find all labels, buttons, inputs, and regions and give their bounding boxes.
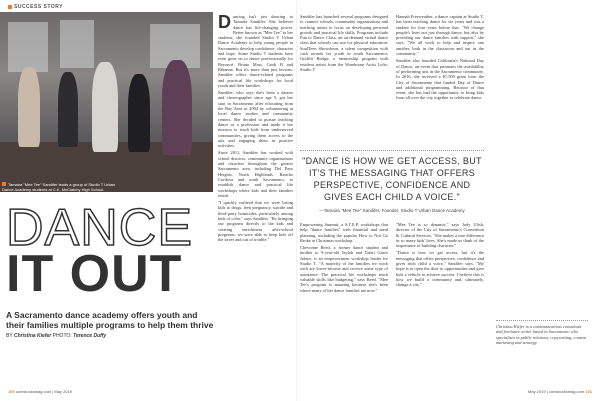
article-column-3-lower <box>396 222 484 290</box>
headline-line-1: DANCE <box>6 199 194 257</box>
hero-photo <box>0 12 213 192</box>
article-column-2 <box>300 14 388 74</box>
page-number: 101 <box>585 389 592 394</box>
paragraph: Hannah Freeweather, a dance captain at Studio T, has been teaching dance for six years and was a student for four years before that. "We change people's lives not just through dance, but also by providing our dance families with support," she says. "We all work to help and inspire one another, both in the classroom and out in the community." <box>396 14 484 57</box>
paragraph: Sandifer has launched several programs designed to connect schools, community organizations and teaching artists to focus on developing personal growth and practical life skills. Programs include Fun to Dance Class, an on-demand virtual dance class that schools can use for physical education; SoulTeen Showdown, a talent competition with cash awards for youth in south Sacramento; Graffiti Bridge, a mentorship program with resident artists from the Warehouse Artist Lofts; Studio T <box>300 14 388 72</box>
page-number: 100 <box>8 389 15 394</box>
paragraph: Sandifer, who says she's been a dancer and choreographer since age 5, got her start in Sacramento after relocating from the Bay Area in 2004 by volunteering at local dance studios and community centers. She decided to pursue teaching dance as a profession and made it her mission to teach kids from underserved communities, giving them access to the arts and engaging them in positive activities. <box>218 90 293 149</box>
caption-bullet-icon <box>2 182 6 186</box>
author-name: Christina Kiefer <box>13 333 52 339</box>
paragraph: "Dance is how we get access, but it's the messaging that offers perspective, confidence and gives each child a voice," Sandifer says. "My hope is to open the door to opportunities and give kids a vehicle to achieve success. I believe this is how we build a community and, ultimately, change a city." <box>396 250 484 288</box>
dancer-figure <box>128 74 150 152</box>
photographer-name: Terence Duffy <box>73 333 107 339</box>
paragraph: "Mee Tee is so dynamic," says Jody Ulish, director of the City of Sacramento's Convention & Cultural Services. "She makes a true difference in so many kids' lives. She's made us think of the importance of building character." <box>396 222 484 249</box>
paragraph: Dancing isn't just dancing to Tamaira Sandifer. She believes dance has life-changing power. Better known as "Mee Tee" to her students, she founded Studio T Urban Dance Academy to help young people in Sacramento develop confidence, character and hope. Some Studio T students have even gone on to dance professionally for Beyoncé, Bruno Mars, Cardi B and Rihanna. But it's more than just lessons: Sandifer offers dance-related programs and practical life workshops for local youth and their families. <box>218 12 293 88</box>
window-shape <box>60 20 94 68</box>
paragraph: Empowering Summit, a S.T.E.P. workshops that help "dance families" with financial and meal planning, including the popular How to Not Go Broke at Christmas workshop. <box>300 222 388 243</box>
headline <box>6 199 194 303</box>
pull-quote-text: "DANCE IS HOW WE GET ACCESS, BUT IT'S THE MESSAGING THAT OFFERS PERSPECTIVE, CONFIDENCE AND GIVES EACH CHILD A VOICE." <box>302 156 482 202</box>
article-column-2-lower <box>300 222 388 295</box>
dancer-figure <box>58 72 78 147</box>
pull-quote-attribution: —Tamaira "Mee Tee" Sandifer, Founder, Studio T Urban Dance Academy <box>319 208 465 213</box>
divider <box>300 150 484 151</box>
dancer-figure <box>92 62 118 152</box>
article-column-1 <box>218 14 293 244</box>
dancer-figure <box>18 67 40 147</box>
section-bullet-icon <box>8 5 12 9</box>
footer-left: 100 comstocksmag.com | May 2019 <box>8 389 72 394</box>
headline-line-2: IT OUT <box>6 245 183 303</box>
paragraph: Sandifer also founded California's National Day of Dance, an event that promotes the availability of performing arts in the Sacramento community. In 2016, she received a $7,500 grant from the City of Sacramento that funded Day of Dance and additional programming. Because of that event, she has had the opportunity to bring kids from all over the city together to celebrate dance. <box>396 58 484 101</box>
page-gutter <box>296 0 297 401</box>
subtitle: A Sacramento dance academy offers youth and their families multiple programs to help them thrive <box>6 310 214 330</box>
paragraph: Chevonne Reed, a former dance student and mother to 9-year-old Jaylah and Tafari Grace Jalaye, is an empowerment workshop leader for Studio T. "A majority of the families we work with are lower-income and receive some type of assistance. The practical life workshops teach valuable skills like budgeting," says Reed. "Mee Tee's program is amazing because she's been where many of her dance families are now." <box>300 245 388 293</box>
photo-caption: Tamaira "Mee Tee" Sandifer leads a group of Studio T Urban Dance Academy students at C.K. McClatchy High School. <box>2 182 116 192</box>
dancer-figure <box>162 60 192 155</box>
pull-quote <box>300 150 484 214</box>
article-column-3 <box>396 14 484 103</box>
section-tag: SUCCESS STORY <box>8 4 63 10</box>
author-bio: Christina Kiefer is a communications consultant and freelance writer based in Sacramento who specializes in public relations, copywriting, content marketing and strategy. <box>496 320 588 346</box>
window-shape <box>8 22 48 72</box>
paragraph: Since 2011, Sandifer has worked with school districts, community organizations and churches throughout the greater Sacramento area, including Del Paso Heights, North Highlands, Rancho Cordova and south Sacramento, to establish dance and practical life workshops where kids and their families reside. <box>218 150 293 198</box>
drop-cap: D <box>218 12 231 32</box>
footer-right: May 2019 | comstocksmag.com 101 <box>528 389 592 394</box>
paragraph: "I quickly realized that we were losing kids to drugs, teen pregnancy, suicide and third-party homicides, particularly among kids of color," says Sandifer. "By bringing our programs directly to the kids and creating enrichment after-school programs, we were able to keep kids off the street and out of trouble." <box>218 200 293 243</box>
byline: BY Christina Kiefer PHOTO: Terence Duffy <box>6 333 107 339</box>
